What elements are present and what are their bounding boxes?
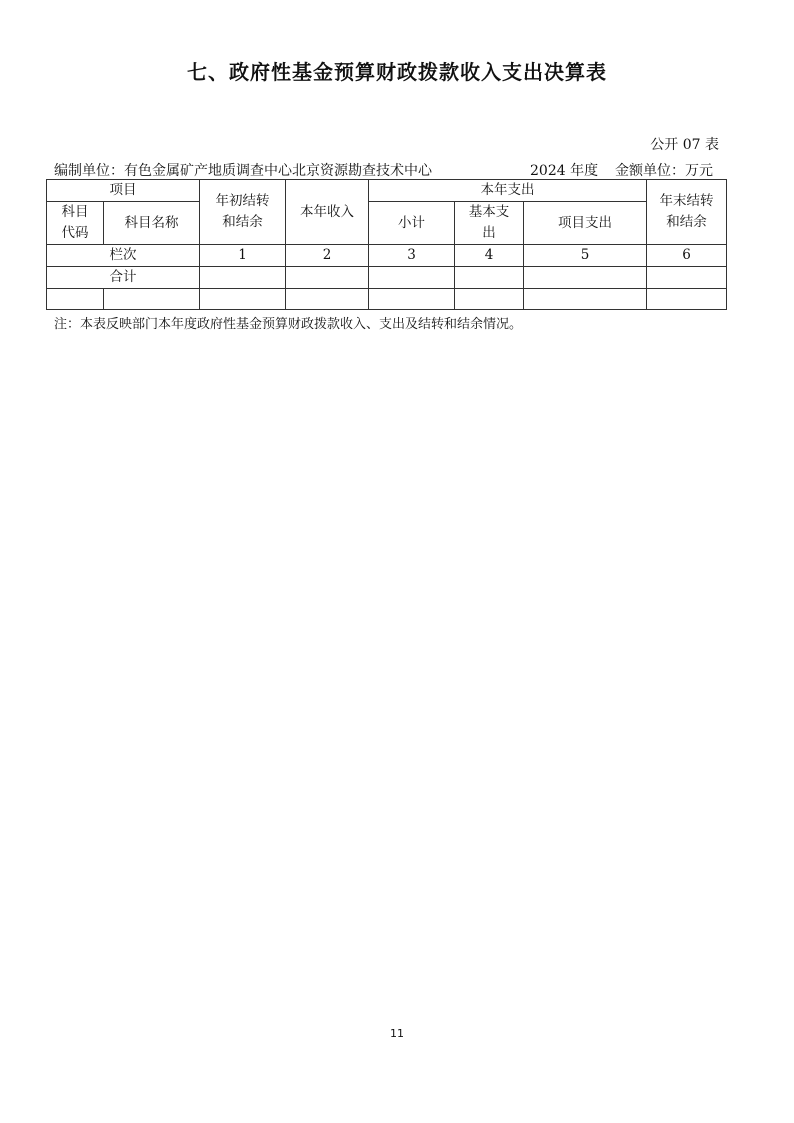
fund-budget-table	[46, 179, 727, 310]
table-cell	[200, 267, 286, 289]
header-income: 本年收入	[286, 180, 369, 245]
column-number: 5	[524, 245, 647, 267]
currency-unit: 金额单位：万元	[615, 163, 713, 179]
table-cell	[104, 289, 200, 310]
header-subject-code: 科目 代码	[47, 202, 104, 245]
compiling-unit: 编制单位：有色金属矿产地质调查中心北京资源勘查技术中心	[54, 163, 432, 179]
table-cell	[369, 267, 455, 289]
column-number: 1	[200, 245, 286, 267]
table-cell	[369, 289, 455, 310]
header-expense: 本年支出	[369, 180, 647, 202]
table-cell	[47, 289, 104, 310]
table-cell	[647, 267, 727, 289]
row-label-column-no: 栏次	[47, 245, 200, 267]
table-cell	[286, 267, 369, 289]
header-subject-name: 科目名称	[104, 202, 200, 245]
header-end-balance: 年末结转 和结余	[647, 180, 727, 245]
table-note: 注：本表反映部门本年度政府性基金预算财政拨款收入、支出及结转和结余情况。	[54, 317, 523, 332]
header-subtotal: 小计	[369, 202, 455, 245]
column-number: 3	[369, 245, 455, 267]
header-item: 项目	[47, 180, 200, 202]
table-cell	[524, 267, 647, 289]
table-cell	[524, 289, 647, 310]
column-number: 6	[647, 245, 727, 267]
page-number: 11	[390, 1027, 404, 1040]
header-start-balance: 年初结转 和结余	[200, 180, 286, 245]
table-cell	[455, 267, 524, 289]
form-number: 公开 07 表	[650, 137, 719, 153]
fiscal-year: 2024 年度	[530, 163, 599, 179]
header-project-expense: 项目支出	[524, 202, 647, 245]
table-cell	[647, 289, 727, 310]
table-cell	[200, 289, 286, 310]
row-label-total: 合计	[47, 267, 200, 289]
header-basic-expense: 基本支 出	[455, 202, 524, 245]
table-cell	[286, 289, 369, 310]
column-number: 2	[286, 245, 369, 267]
column-number: 4	[455, 245, 524, 267]
table-cell	[455, 289, 524, 310]
page-title: 七、政府性基金预算财政拨款收入支出决算表	[187, 60, 607, 84]
